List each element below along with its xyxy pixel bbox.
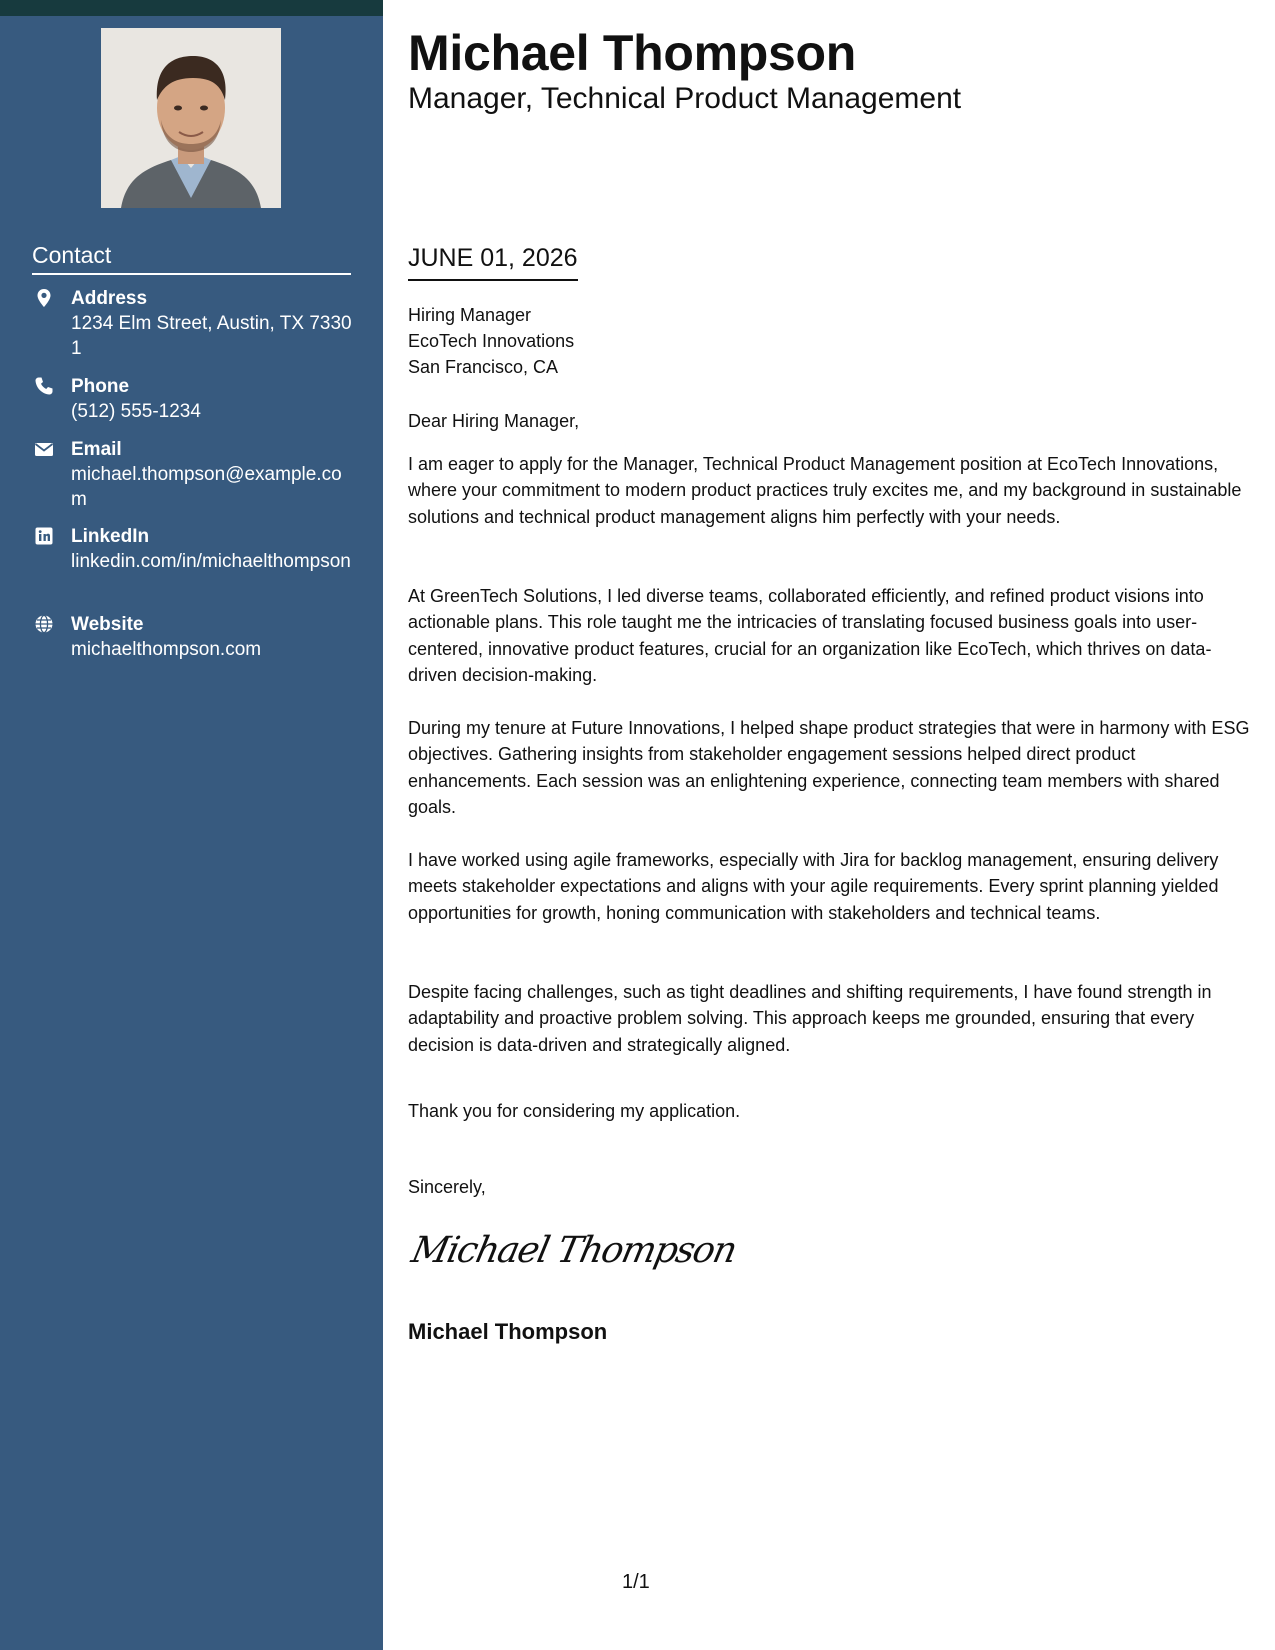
recipient-line: EcoTech Innovations <box>408 331 575 351</box>
location-pin-icon <box>34 288 54 308</box>
signoff-name: Michael Thompson <box>408 1319 608 1344</box>
recipient-block <box>408 302 574 380</box>
letter-date: JUNE 01, 2026 <box>408 244 578 281</box>
recipient-line: Hiring Manager <box>408 305 532 325</box>
email-icon <box>34 439 54 459</box>
profile-photo <box>101 28 281 208</box>
recipient-line: San Francisco, CA <box>408 357 559 377</box>
linkedin-value[interactable]: linkedin.com/in/michaelthompson <box>71 551 351 572</box>
signature-text: Michael Thompson <box>408 1230 740 1271</box>
email-label: Email <box>71 439 122 460</box>
closing: Sincerely, <box>408 1177 486 1197</box>
globe-icon <box>34 614 54 634</box>
address-label: Address <box>71 288 148 309</box>
letter-paragraph: Despite facing challenges, such as tight deadlines and shifting requirements, I have found strength in adaptability and proactive problem solving. This approach keeps me grounded, ensuring that every decision is data-driven and strategically aligned. <box>408 982 1212 1055</box>
letter-paragraph: During my tenure at Future Innovations, I helped shape product strategies that were in harmony with ESG objectives. Gathering insights from stakeholder engagement sessions helped direct product enhancements. Each session was an enlightening experience, connecting team members with shared goals. <box>408 718 1250 817</box>
website-label: Website <box>71 614 144 635</box>
phone-label: Phone <box>71 376 130 397</box>
email-value[interactable]: michael.thompson@example.com <box>71 464 342 510</box>
applicant-name: Michael Thompson <box>408 25 857 81</box>
salutation: Dear Hiring Manager, <box>408 411 580 431</box>
letter-paragraph: At GreenTech Solutions, I led diverse teams, collaborated efficiently, and refined product visions into actionable plans. This role taught me the intricacies of translating focused business goals into user-centered, innovative product features, crucial for an organization like EcoTech, which thrives on data-driven decision-making. <box>408 586 1212 685</box>
address-value: 1234 Elm Street, Austin, TX 73301 <box>71 313 352 359</box>
page-number: 1/1 <box>622 1571 650 1593</box>
portrait-image <box>101 28 281 208</box>
contact-heading: Contact <box>32 242 351 275</box>
letter-paragraph: Thank you for considering my application. <box>408 1101 741 1121</box>
signature-image <box>408 1230 740 1282</box>
letter-paragraph: I have worked using agile frameworks, especially with Jira for backlog management, ensuring delivery meets stakeholder expectations and aligns with your agile requirements. Every sprint planning yielded opportunities for growth, honing communication with stakeholders and technical teams. <box>408 850 1219 923</box>
website-value[interactable]: michaelthompson.com <box>71 639 262 660</box>
phone-value[interactable]: (512) 555-1234 <box>71 401 201 422</box>
linkedin-icon <box>34 526 54 546</box>
letter-paragraph: I am eager to apply for the Manager, Technical Product Management position at EcoTech Innovations, where your commitment to modern product practices truly excites me, and my background in sustainable solutions and technical product management aligns him perfectly with your needs. <box>408 454 1242 527</box>
top-accent-bar <box>0 0 383 16</box>
phone-icon <box>34 376 54 396</box>
sidebar <box>0 16 383 1650</box>
applicant-title: Manager, Technical Product Management <box>408 82 962 115</box>
linkedin-label: LinkedIn <box>71 526 150 547</box>
